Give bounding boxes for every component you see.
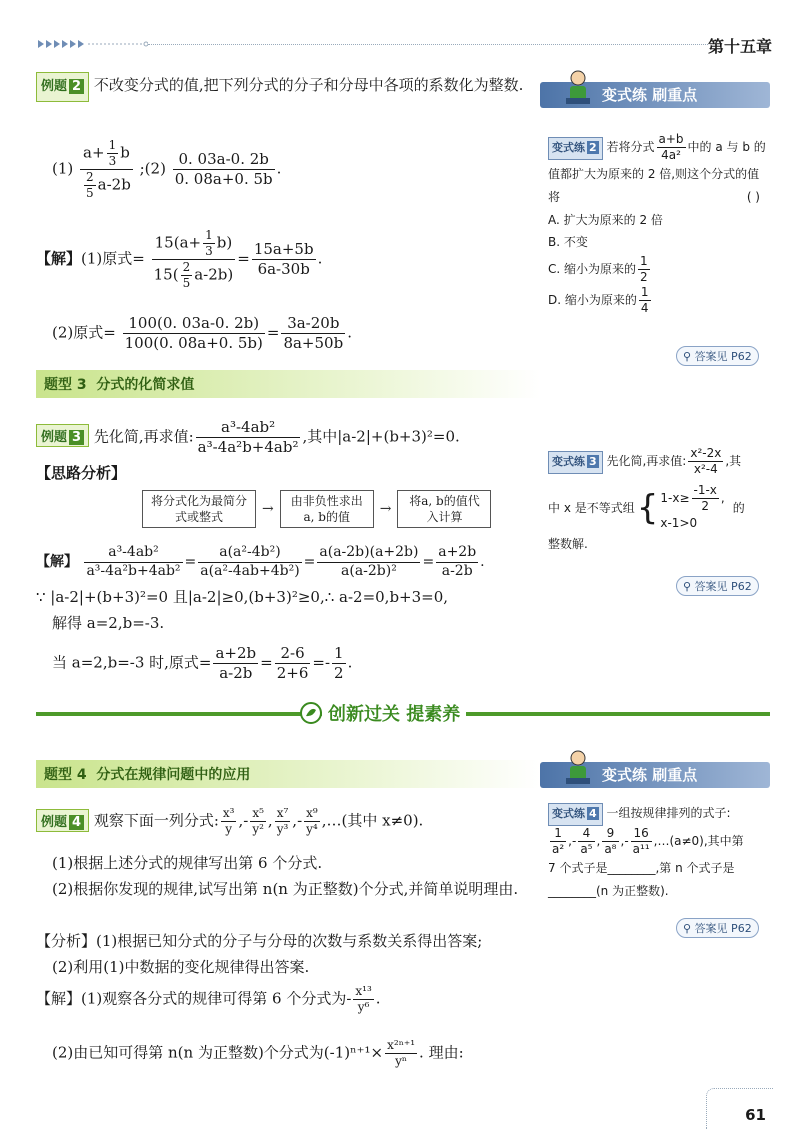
practice-header-1: 变式练 刷重点: [540, 82, 770, 108]
practice-2: 变式练 2 若将分式 $\frac{a+b}{\text{4a²}}$ 中的 a 与 b 的值都扩大为原来的 2 倍,则这个分式的值将 ( ) A. 扩大为原来的 2 倍 B. 不变 C. 缩小为原来的 $\frac{1}{2}$ D. 缩小为原来的 $\frac{1}{4}$: [548, 132, 770, 316]
divider-title-wrap: [300, 700, 466, 726]
page-number: 61: [745, 1106, 766, 1124]
section-type-4: 题型 4 分式在规律问题中的应用: [36, 760, 540, 788]
sol1-fraction: 15(a+ $\frac{1}{3}$ b) 15( $\frac{2}{5}$ a-2b): [153, 228, 234, 290]
example-4-tag: 例题 4: [36, 809, 89, 832]
flow-step-2: 由非负性求出a, b的值: [280, 490, 374, 528]
example-2-solution-2: (2)原式= $\frac{100(0. 03a-0. 2b)}{100(0. 08a+0. 5b)}$ = $\frac{3a-20b}{8a+50b}$ .: [52, 314, 352, 352]
example-3: 例题 3 先化简,再求值: $\frac{\text{a³-4ab²}}{\text{a³-4a²b+4ab²}}$ ,其中|a-2|+(b+3)²=0.: [36, 418, 460, 457]
practice-2-tag: 变式练 2: [548, 137, 603, 160]
chapter-title: 第十五章: [707, 37, 772, 56]
answer-link-p3[interactable]: ⚲ 答案见 P62: [676, 576, 759, 596]
example-3-solution-2: ∵ |a-2|+(b+3)²=0 且|a-2|≥0,(b+3)²≥0,∴ a-2=0,b+3=0,: [36, 588, 449, 606]
example-2-prompt: 不改变分式的值,把下列分式的分子和分母中各项的系数化为整数.: [93, 76, 524, 94]
example-4-solution-1: 【解】(1)观察各分式的规律可得第 6 个分式为- $\frac{\text{x¹³}}{\text{y⁶}}$ .: [36, 984, 381, 1014]
student-mascot-icon: [556, 748, 600, 788]
example-4-analysis: 【分析】(1)根据已知分式的分子与分母的次数与系数关系得出答案; (2)利用(1)中数据的变化规律得出答案.: [36, 932, 483, 976]
answer-link-p4[interactable]: ⚲ 答案见 P62: [676, 918, 759, 938]
practice-3-tag: 变式练 3: [548, 451, 603, 474]
example-2: [36, 72, 526, 102]
example-2-solution-1: 【解】(1)原式= 15(a+ $\frac{1}{3}$ b) 15( $\frac{2}{5}$ a-2b) = $\frac{15a+5b}{6a-30b}$ .: [36, 228, 323, 290]
practice-4-tag: 变式练 4: [548, 803, 603, 826]
example-3-solution-4: 当 a=2,b=-3 时,原式= $\frac{a+2b}{a-2b}$ = $\frac{2-6}{2+6}$ =- $\frac{1}{2}$ .: [52, 644, 353, 682]
example-3-tag: 例题 3: [36, 424, 89, 447]
flow-arrow-icon: →: [262, 501, 274, 517]
pin-icon: ⚲: [683, 922, 692, 935]
section-type-3: 题型 3 分式的化简求值: [36, 370, 540, 398]
q1-fraction: a+ $\frac{1}{3}$ b $\frac{2}{5}$ a-2b: [80, 138, 133, 201]
leaf-icon: [300, 702, 322, 724]
example-3-solution-3: 解得 a=2,b=-3.: [52, 614, 165, 632]
thinking-flowchart: [142, 490, 491, 528]
option-b[interactable]: B. 不变: [548, 235, 588, 250]
practice-4: 变式练 4 一组按规律排列的式子: $\frac{1}{\text{a²}}$ ,- $\frac{4}{\text{a⁵}}$ , $\frac{9}{\text{a⁸}}$ ,- $\frac{16}{\text{a¹¹}}$ ,…(a≠0),其中第 7 个式子是________,第 n 个式子是 ________(n 为正整数).: [548, 802, 770, 902]
example-4-questions: (1)根据上述分式的规律写出第 6 个分式. (2)根据你发现的规律,试写出第 n(n 为正整数)个分式,并简单说明理由.: [52, 854, 519, 898]
example-4: 例题 4 观察下面一列分式: $\frac{\text{x³}}{y}$ ,- $\frac{\text{x⁵}}{\text{y²}}$ , $\frac{\text{x⁷}}{\text{y³}}$ ,- $\frac{\text{x⁹}}{\text{y⁴}}$ ,…(其中 x≠0).: [36, 806, 423, 837]
option-a[interactable]: A. 扩大为原来的 2 倍: [548, 212, 663, 227]
example-2-question: (1) a+ $\frac{1}{3}$ b $\frac{2}{5}$ a-2b ;(2) $\frac{0. 03a-0. 2b}{0. 08a+0. 5b}$ .: [52, 138, 282, 200]
flow-arrow-icon: →: [379, 501, 392, 517]
practice-header-2: 变式练 刷重点: [540, 762, 770, 788]
q2-fraction: $\frac{0. 03a-0. 2b}{0. 08a+0. 5b}$: [174, 150, 273, 188]
header-arrow-decoration-icon: [38, 40, 148, 48]
example-2-tag: 例题 2: [36, 72, 89, 102]
option-d[interactable]: D. 缩小为原来的 $\frac{1}{4}$: [548, 285, 649, 316]
flow-step-1: 将分式化为最简分式或整式: [142, 490, 256, 528]
pin-icon: ⚲: [683, 350, 692, 363]
pin-icon: ⚲: [683, 580, 692, 593]
option-c[interactable]: C. 缩小为原来的 $\frac{1}{2}$: [548, 254, 648, 285]
header-rule: [148, 44, 708, 45]
answer-link-p2[interactable]: ⚲ 答案见 P62: [676, 346, 759, 366]
student-mascot-icon: [556, 68, 600, 108]
example-3-solution-1: 【解】 $\frac{\text{a³-4ab²}}{\text{a³-4a²b+4ab²}}$ = $\frac{\text{a(a²-4b²)}}{\text{a(a²-4ab+4b²)}}$ = $\frac{a(a-2b)(a+2b)}{\text{a(a-2b)²}}$ = $\frac{a+2b}{a-2b}$ .: [36, 544, 485, 579]
flow-step-3: 将a, b的值代入计算: [397, 490, 491, 528]
practice-3: 变式练 3 先化简,再求值: $\frac{\text{x²-2x}}{\text{x²-4}}$ ,其 中 x 是不等式组 { 1-x≥ $\frac{-1-x}{2}$ , x-1>0 的 整数解.: [548, 446, 745, 552]
divider-title: 创新过关 提素养: [322, 700, 466, 726]
thinking-analysis-label: 【思路分析】: [36, 464, 127, 482]
example-4-solution-2: (2)由已知可得第 n(n 为正整数)个分式为(-1)ⁿ⁺¹× $\frac{\text{x²ⁿ⁺¹}}{\text{yⁿ}}$ . 理由:: [52, 1038, 464, 1068]
